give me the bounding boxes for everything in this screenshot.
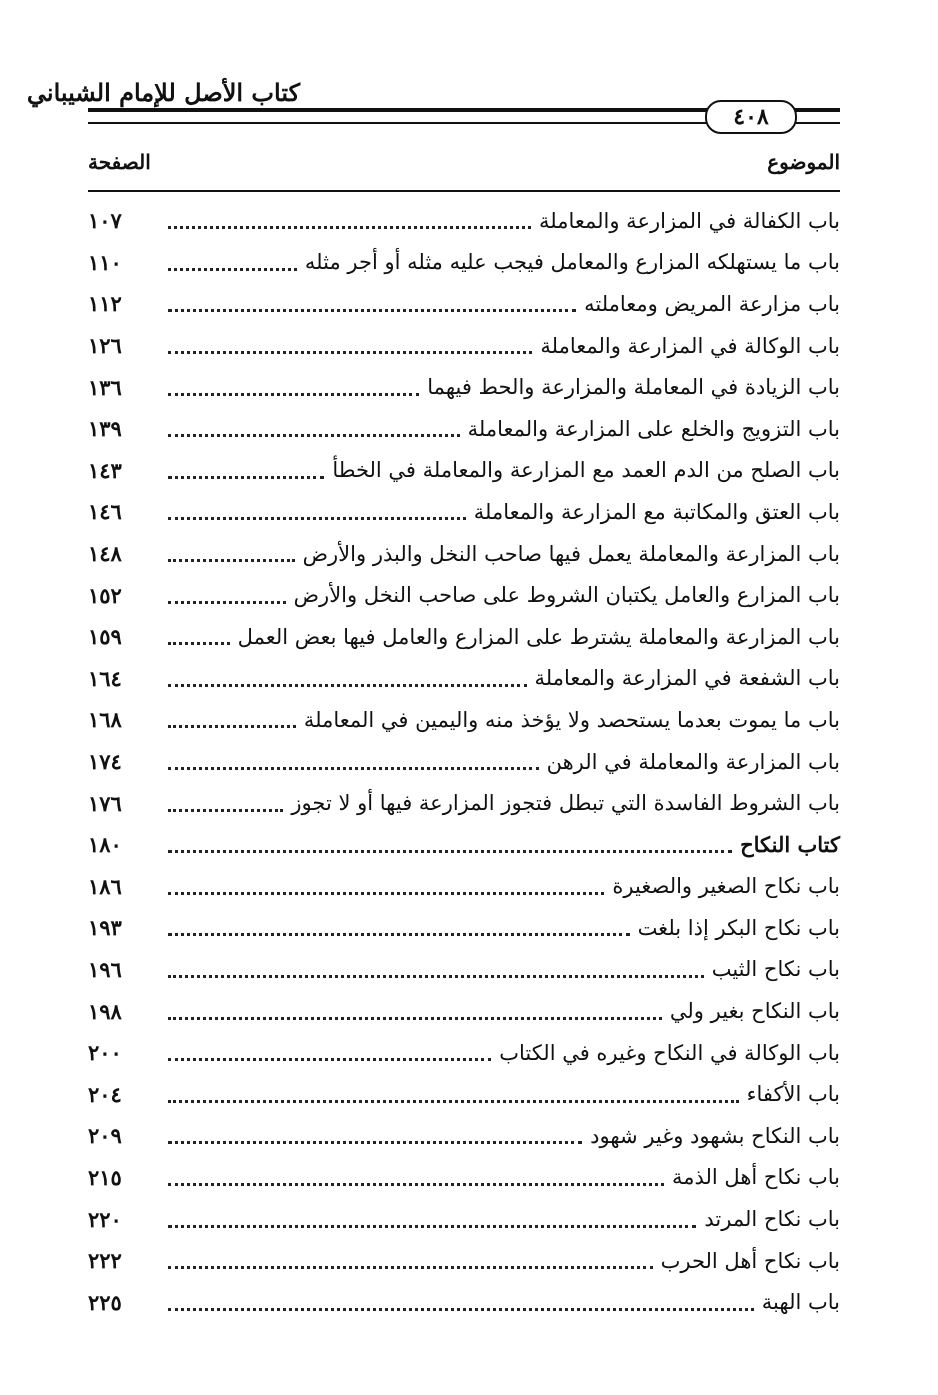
dot-leader xyxy=(168,268,297,271)
dot-leader xyxy=(168,975,704,978)
toc-entry xyxy=(88,242,840,284)
dot-leader xyxy=(168,559,295,562)
toc-entry-title: باب الشفعة في المزارعة والمعاملة xyxy=(534,666,840,691)
toc-entry xyxy=(88,1073,840,1115)
toc-entry xyxy=(88,616,840,658)
toc-entry-page: ٢٠٩ xyxy=(88,1123,122,1149)
toc-entry xyxy=(88,491,840,533)
toc-entry-title: باب نكاح الثيب xyxy=(711,957,840,982)
dot-leader xyxy=(168,809,283,812)
toc-entry xyxy=(88,366,840,408)
toc-entry xyxy=(88,450,840,492)
toc-entry-page: ١٩٦ xyxy=(88,956,122,982)
dot-leader xyxy=(168,601,286,604)
dot-leader xyxy=(168,892,604,895)
toc-entry-page: ١٠٧ xyxy=(88,208,122,234)
toc-entry-title: باب الوكالة في المزارعة والمعاملة xyxy=(540,333,840,358)
toc-entry xyxy=(88,741,840,783)
toc-entry xyxy=(88,1198,840,1240)
toc-entry-title: باب الوكالة في النكاح وغيره في الكتاب xyxy=(499,1040,840,1065)
toc-entry xyxy=(88,574,840,616)
toc-entry xyxy=(88,325,840,367)
toc-entry-page: ١٨٠ xyxy=(88,832,122,858)
dot-leader xyxy=(168,476,324,479)
dot-leader xyxy=(168,1308,754,1311)
toc-entry-page: ١٩٨ xyxy=(88,998,122,1024)
toc-entry xyxy=(88,824,840,866)
toc-entry-title: كتاب النكاح xyxy=(740,832,840,858)
toc-entry xyxy=(88,283,840,325)
toc-entry-title: باب الهبة xyxy=(761,1290,840,1315)
toc-entry-page: ١٦٨ xyxy=(88,707,122,733)
toc-entry xyxy=(88,907,840,949)
toc-entry-title: باب مزارعة المريض ومعاملته xyxy=(584,291,840,316)
page-number-badge: ٤٠٨ xyxy=(705,100,797,134)
dot-leader xyxy=(168,767,539,770)
toc-entry-title: باب نكاح المرتد xyxy=(704,1207,840,1232)
dot-leader xyxy=(168,517,466,520)
toc-entry xyxy=(88,200,840,242)
toc-entry-title: باب نكاح أهل الحرب xyxy=(660,1248,840,1273)
running-title: كتاب الأصل للإمام الشيباني xyxy=(26,78,300,107)
toc-entry-page: ٢٢٢ xyxy=(88,1248,122,1274)
toc-entry-page: ١٢٦ xyxy=(88,333,122,359)
toc-entry xyxy=(88,1157,840,1199)
toc-entry-title: باب ما يموت بعدما يستحصد ولا يؤخذ منه واليمين في المعاملة xyxy=(303,707,840,732)
toc-entry-page: ٢٠٠ xyxy=(88,1040,122,1066)
toc-entry-title: باب نكاح أهل الذمة xyxy=(671,1165,840,1190)
dot-leader xyxy=(168,1225,696,1228)
toc-entry-title: باب المزارعة والمعاملة في الرهن xyxy=(546,749,840,774)
table-of-contents xyxy=(88,200,840,1323)
dot-leader xyxy=(168,725,296,728)
toc-entry-page: ١٤٦ xyxy=(88,499,122,525)
toc-entry-title: باب الشروط الفاسدة التي تبطل فتجوز المزارعة فيها أو لا تجوز xyxy=(291,791,840,816)
toc-entry-page: ١٦٤ xyxy=(88,665,122,691)
toc-entry-page: ١٥٩ xyxy=(88,624,122,650)
toc-entry xyxy=(88,1281,840,1323)
toc-entry xyxy=(88,699,840,741)
toc-entry-page: ١٣٦ xyxy=(88,374,122,400)
toc-entry-page: ٢٠٤ xyxy=(88,1081,122,1107)
toc-entry-title: باب النكاح بشهود وغير شهود xyxy=(590,1123,840,1148)
toc-entry-page: ٢٢٥ xyxy=(88,1289,122,1315)
toc-entry xyxy=(88,658,840,700)
toc-entry xyxy=(88,408,840,450)
toc-entry-title: باب المزارعة والمعاملة يعمل فيها صاحب النخل والبذر والأرض xyxy=(302,541,840,566)
topic-column-header: الموضوع xyxy=(767,150,840,174)
dot-leader xyxy=(168,1100,739,1103)
dot-leader xyxy=(168,642,230,645)
toc-entry xyxy=(88,1115,840,1157)
toc-entry-page: ١٧٤ xyxy=(88,749,122,775)
toc-entry xyxy=(88,866,840,908)
toc-entry-title: باب العتق والمكاتبة مع المزارعة والمعاملة xyxy=(473,499,840,524)
toc-entry-page: ١٤٣ xyxy=(88,457,122,483)
toc-entry-page: ١١٠ xyxy=(88,249,122,275)
dot-leader xyxy=(168,1141,582,1144)
toc-entry xyxy=(88,949,840,991)
toc-entry-title: باب النكاح بغير ولي xyxy=(669,999,840,1024)
toc-entry-title: باب نكاح الصغير والصغيرة xyxy=(612,874,840,899)
column-header-rule xyxy=(88,190,840,192)
toc-entry-title: باب الصلح من الدم العمد مع المزارعة والمعاملة في الخطأ xyxy=(332,458,840,483)
dot-leader xyxy=(168,1266,653,1269)
toc-entry-title: باب المزارع والعامل يكتبان الشروط على صاحب النخل والأرض xyxy=(293,583,840,608)
toc-entry-page: ١٤٨ xyxy=(88,541,122,567)
dot-leader xyxy=(168,933,630,936)
dot-leader xyxy=(168,1183,664,1186)
dot-leader xyxy=(168,309,576,312)
toc-entry-title: باب التزويج والخلع على المزارعة والمعاملة xyxy=(467,416,840,441)
toc-entry-page: ١٧٦ xyxy=(88,790,122,816)
toc-entry xyxy=(88,990,840,1032)
dot-leader xyxy=(168,434,460,437)
dot-leader xyxy=(168,226,531,229)
dot-leader xyxy=(168,393,419,396)
toc-entry-title: باب نكاح البكر إذا بلغت xyxy=(637,915,840,940)
toc-entry-page: ٢١٥ xyxy=(88,1164,122,1190)
toc-entry-page: ١٩٣ xyxy=(88,915,122,941)
toc-entry-page: ١٨٦ xyxy=(88,873,122,899)
toc-entry xyxy=(88,1032,840,1074)
toc-entry-title: باب المزارعة والمعاملة يشترط على المزارع والعامل فيها بعض العمل xyxy=(237,624,840,649)
toc-entry xyxy=(88,782,840,824)
toc-entry-title: باب الزيادة في المعاملة والمزارعة والحط فيهما xyxy=(427,375,840,400)
dot-leader xyxy=(168,1058,491,1061)
column-headers xyxy=(88,150,840,184)
dot-leader xyxy=(168,351,532,354)
toc-entry xyxy=(88,533,840,575)
toc-entry-page: ١٥٢ xyxy=(88,582,122,608)
toc-entry-page: ١١٢ xyxy=(88,291,122,317)
toc-entry-title: باب الأكفاء xyxy=(746,1082,840,1107)
dot-leader xyxy=(168,684,527,687)
toc-entry-title: باب ما يستهلكه المزارع والمعامل فيجب عليه مثله أو أجر مثله xyxy=(304,250,840,275)
toc-entry-page: ١٣٩ xyxy=(88,416,122,442)
dot-leader xyxy=(168,1017,662,1020)
toc-entry-title: باب الكفالة في المزارعة والمعاملة xyxy=(539,208,840,233)
dot-leader xyxy=(168,850,732,853)
toc-entry xyxy=(88,1240,840,1282)
page-column-header: الصفحة xyxy=(88,150,151,174)
toc-entry-page: ٢٢٠ xyxy=(88,1206,122,1232)
